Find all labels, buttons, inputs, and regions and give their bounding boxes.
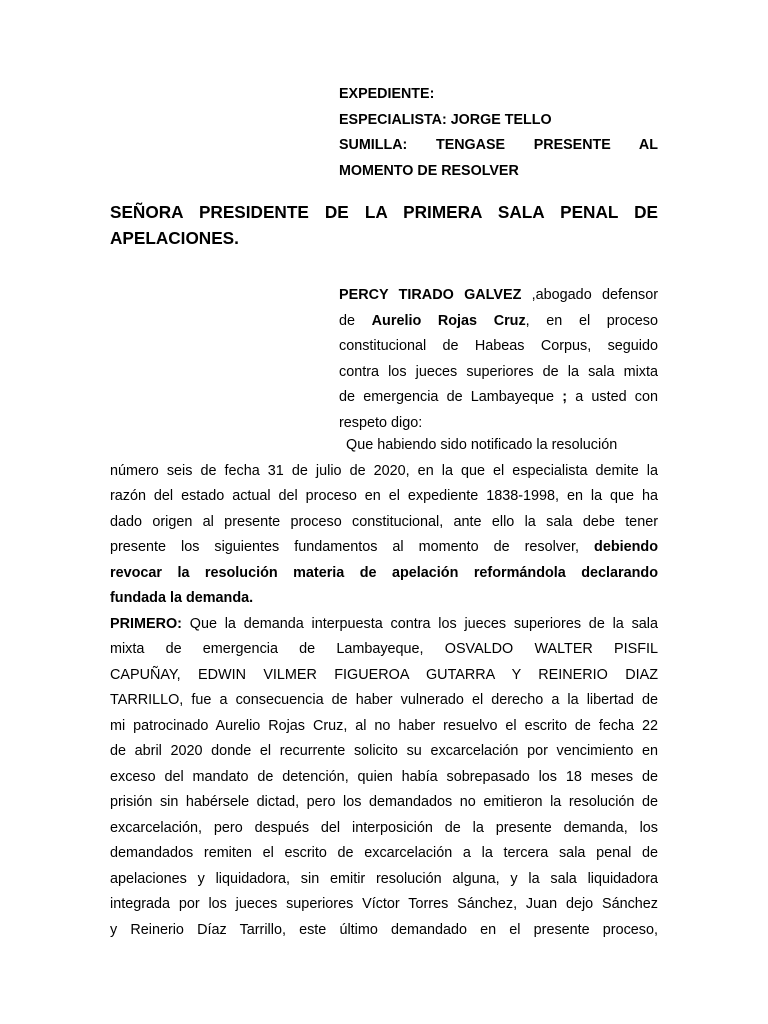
body-line: prisión sin habérsele dictad, pero los demandados no emitieron la resolución de [110,794,658,810]
body-line: número seis de fecha 31 de julio de 2020, en la que el especialista demite la [110,462,658,479]
sumilla-line-1: SUMILLA: TENGASE PRESENTE AL [339,137,658,153]
body-line: dado origen al presente proceso constitucional, ante ello la sala debe tener [110,513,658,530]
client-name: Aurelio Rojas Cruz [371,312,526,329]
attorney-name: PERCY TIRADO GALVEZ [339,287,522,303]
salutation-heading [110,199,658,251]
body-line: de abril 2020 donde el recurrente solicito su excarcelación por vencimiento en [110,743,658,759]
intro-paragraph [339,283,658,436]
salutation-line-1: SEÑORA PRESIDENTE DE LA PRIMERA SALA PENAL DE [110,202,658,222]
body-line: apelaciones y liquidadora, sin emitir resolución alguna, y la sala liquidadora [110,870,658,887]
body-line: PRIMERO: Que la demanda interpuesta contra los jueces superiores de la sala [110,615,658,632]
sumilla-line-2: MOMENTO DE RESOLVER [339,162,519,179]
body-line: presente los siguientes fundamentos al momento de resolver, debiendo [110,539,658,555]
body-line: fundada la demanda. [110,590,254,606]
intro-line: de Aurelio Rojas Cruz, en el proceso [339,312,658,329]
body-line: revocar la resolución materia de apelación reformándola declarando [110,564,658,581]
intro-line: de emergencia de Lambayeque ; a usted con [339,389,658,405]
body-line: CAPUÑAY, EDWIN VILMER FIGUEROA GUTARRA Y REINERIO DIAZ [110,666,658,683]
body-line: mi patrocinado Aurelio Rojas Cruz, al no haber resuelvo el escrito de fecha 22 [110,717,658,734]
intro-line: PERCY TIRADO GALVEZ ,abogado defensor [339,287,658,303]
intro-line: respeto digo: [339,414,423,431]
body-line: mixta de emergencia de Lambayeque, OSVALDO WALTER PISFIL [110,641,658,657]
body-line: razón del estado actual del proceso en el expediente 1838-1998, en la que ha [110,488,658,504]
primero-label: PRIMERO: [110,615,182,632]
body-line: demandados remiten el escrito de excarcelación a la tercera sala penal de [110,845,658,861]
body-paragraphs [110,433,658,943]
especialista-label: ESPECIALISTA: JORGE TELLO [339,111,552,128]
salutation-line-2: APELACIONES. [110,228,239,248]
body-line: excarcelación, pero después del interposición de la presente demanda, los [110,819,658,836]
body-line: integrada por los jueces superiores Víctor Torres Sánchez, Juan dejo Sánchez [110,896,658,912]
body-line: TARRILLO, fue a consecuencia de haber vulnerado el derecho a la libertad de [110,692,658,708]
body-line: y Reinerio Díaz Tarrillo, este último demandado en el presente proceso, [110,921,658,938]
expediente-label: EXPEDIENTE: [339,86,435,102]
intro-line: constitucional de Habeas Corpus, seguido [339,338,658,354]
intro-line: contra los jueces superiores de la sala mixta [339,363,658,380]
body-line: Que habiendo sido notificado la resolución [346,437,618,453]
case-header [339,82,658,184]
body-line: exceso del mandato de detención, quien había sobrepasado los 18 meses de [110,768,658,785]
